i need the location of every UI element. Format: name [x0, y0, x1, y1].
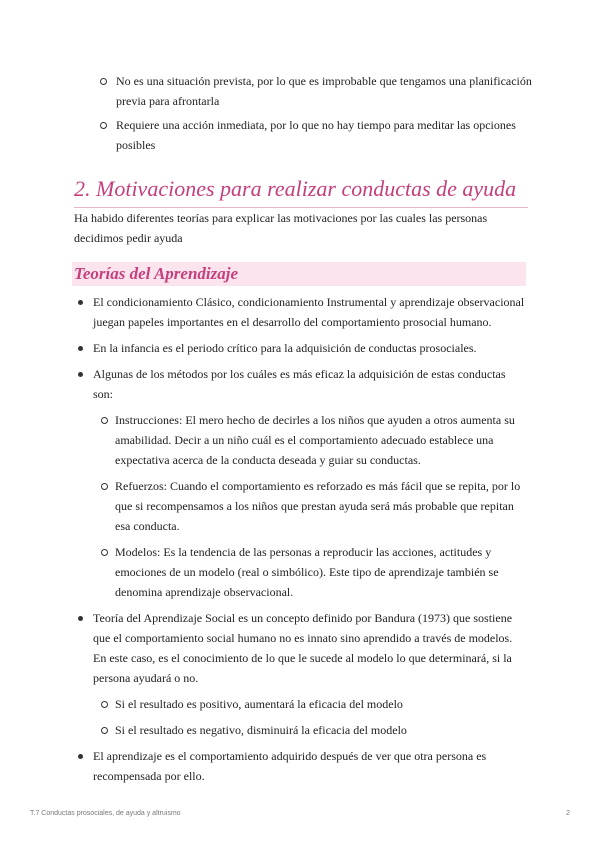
list-item-text: Instrucciones: El mero hecho de decirles a los niños que ayuden a otros aumenta su amabilidad. Decir a un niño cuál es el comportamiento adecuado establece una expectativa acerca de la conducta deseada y guiar su conductas.: [115, 413, 515, 467]
page-number: 2: [566, 810, 570, 817]
sub-list-item: [93, 542, 526, 602]
circle-bullet-icon: [101, 483, 108, 490]
list-item: [78, 364, 526, 602]
sub-list-item: [93, 720, 526, 740]
top-bullet-list: [100, 71, 540, 159]
subsection-heading: Teorías del Aprendizaje: [72, 262, 526, 286]
section-intro: Ha habido diferentes teorías para explicar las motivaciones por las cuales las personas decidimos pedir ayuda: [74, 211, 488, 245]
list-item: [78, 338, 526, 358]
main-bullet-list: [78, 292, 526, 792]
circle-bullet-icon: [101, 417, 108, 424]
list-item-text: En la infancia es el periodo crítico para la adquisición de conductas prosociales.: [93, 341, 477, 355]
disc-bullet-icon: [78, 346, 83, 351]
list-item-text: Algunas de los métodos por los cuáles es más eficaz la adquisición de estas conductas son:: [93, 367, 506, 401]
list-item-text: El condicionamiento Clásico, condicionamiento Instrumental y aprendizaje observacional juegan papeles importantes en el desarrollo del comportamiento prosocial humano.: [93, 295, 525, 329]
list-item-text: Refuerzos: Cuando el comportamiento es reforzado es más fácil que se repita, por lo que si recompensamos a los niños que prestan ayuda será más probable que repitan esa conducta.: [115, 479, 521, 533]
list-item-text: Si el resultado es positivo, aumentará la eficacia del modelo: [115, 697, 403, 711]
sub-bullet-list: [93, 410, 526, 602]
circle-bullet-icon: [101, 549, 108, 556]
sub-list-item: [93, 410, 526, 470]
disc-bullet-icon: [78, 372, 83, 377]
list-item-text: Modelos: Es la tendencia de las personas a reproducir las acciones, actitudes y emociones de un modelo (real o simbólico). Este tipo de aprendizaje también se denomina aprendizaje observacional.: [115, 545, 499, 599]
circle-bullet-icon: [100, 78, 107, 85]
list-item: [100, 115, 540, 155]
list-item: [100, 71, 540, 111]
list-item-text: El aprendizaje es el comportamiento adquirido después de ver que otra persona es recompensada por ello.: [93, 749, 487, 783]
footer-title: T.7 Conductas prosociales, de ayuda y altruismo: [30, 810, 181, 817]
list-item: [78, 746, 526, 786]
sub-bullet-list: [93, 694, 526, 740]
page-footer: [30, 810, 570, 817]
circle-bullet-icon: [101, 727, 108, 734]
list-item: [78, 608, 526, 740]
disc-bullet-icon: [78, 616, 83, 621]
circle-bullet-icon: [100, 122, 107, 129]
disc-bullet-icon: [78, 754, 83, 759]
section-heading: 2. Motivaciones para realizar conductas de ayuda: [74, 174, 528, 208]
disc-bullet-icon: [78, 300, 83, 305]
circle-bullet-icon: [101, 701, 108, 708]
list-item: [78, 292, 526, 332]
list-item-text: No es una situación prevista, por lo que es improbable que tengamos una planificación previa para afrontarla: [116, 74, 532, 108]
list-item-text: Si el resultado es negativo, disminuirá la eficacia del modelo: [115, 723, 407, 737]
list-item-text: Teoría del Aprendizaje Social es un concepto definido por Bandura (1973) que sostiene que el comportamiento social humano no es innato sino aprendido a través de modelos. En este caso, es el conocimiento de lo que le sucede al modelo lo que determinará, si la persona ayudará o no.: [93, 611, 513, 685]
sub-list-item: [93, 476, 526, 536]
sub-list-item: [93, 694, 526, 714]
list-item-text: Requiere una acción inmediata, por lo que no hay tiempo para meditar las opciones posibles: [116, 118, 516, 152]
